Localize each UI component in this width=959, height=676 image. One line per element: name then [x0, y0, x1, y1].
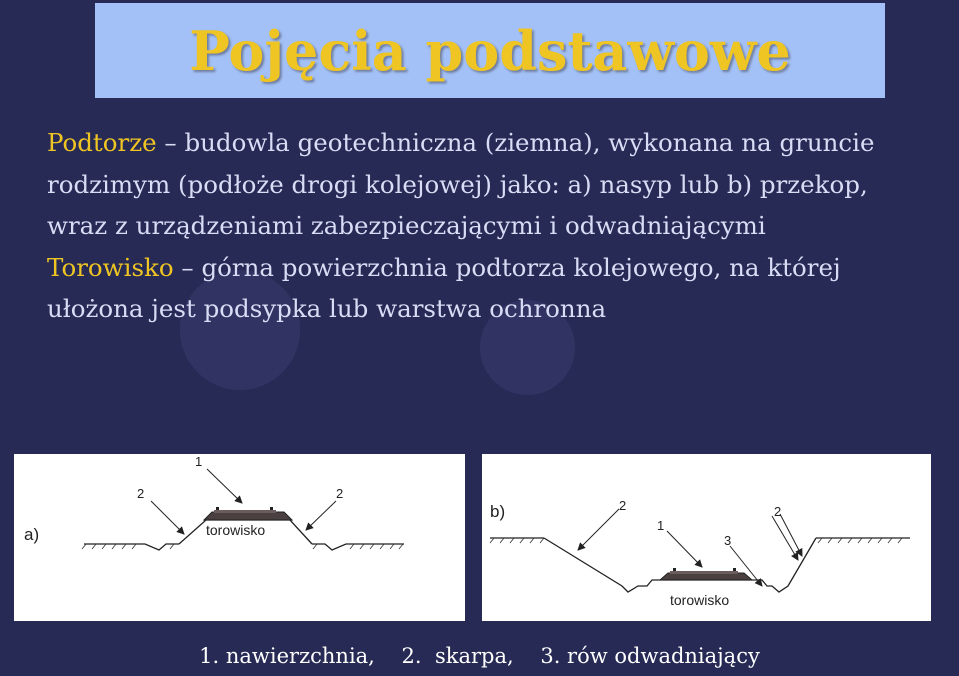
arrow-skarpa-2	[782, 512, 784, 514]
panel-label: a)	[24, 525, 40, 544]
ballast	[204, 512, 292, 520]
arrow-skarpa-b	[782, 520, 800, 558]
arrow-skarpa-right-line	[776, 515, 799, 556]
arrow-nawierzchnia	[667, 531, 702, 567]
arrow-skarpa-right-shown	[778, 516, 799, 555]
sleeper	[214, 510, 276, 513]
arrow-skarpa	[752, 504, 774, 516]
arrow-skarpa	[151, 501, 184, 534]
panel-label: b)	[490, 502, 506, 521]
arrow-nawierzchnia	[207, 469, 242, 503]
arrow-skarpa-right-end	[782, 517, 803, 555]
definition-text: – górna powierzchnia podtorza kolejowego, na której ułożona jest podsypka lub warstwa ochronna	[47, 252, 841, 323]
marker-1: 1	[195, 454, 203, 469]
arrow-skarpa-right-u	[782, 523, 797, 554]
arrow-skarpa-right-v	[782, 522, 798, 554]
definition-term: Torowisko	[47, 252, 174, 282]
marker-2: 2	[137, 486, 145, 501]
title-bar	[95, 3, 885, 98]
marker-2: 2	[619, 498, 627, 513]
definitions-block	[47, 122, 927, 330]
arrow-skarpa-right-main	[781, 518, 801, 558]
sleeper	[670, 571, 738, 574]
legend: 1. nawierzchnia, 2. skarpa, 3. rów odwadniający	[199, 644, 760, 668]
definition-text: – budowla geotechniczna (ziemna), wykonana na gruncie rodzimym (podłoże drogi kolejowej) jako: a) nasyp lub b) przekop, wraz z urządzeniami zabezpieczającymi i odwadniającymi	[47, 128, 875, 240]
cutting-outline	[544, 538, 816, 592]
ground-line	[84, 544, 179, 550]
arrow-skarpa	[306, 501, 336, 530]
marker-1: 1	[657, 518, 665, 533]
arrow-skarpa-right-visible	[774, 514, 800, 554]
arrow-skarpa-upper-right	[784, 516, 786, 517]
arrow-skarpa-right-real	[778, 515, 798, 558]
arrow-skarpa-slope	[753, 514, 790, 584]
page-title: Pojęcia podstawowe	[189, 18, 791, 83]
definition-term: Podtorze	[47, 128, 157, 157]
arrow-skarpa-rr	[780, 519, 800, 559]
arrow-skarpa-right-true	[782, 514, 802, 554]
torowisko-caption: torowisko	[206, 522, 266, 538]
diagram-cutting	[482, 454, 931, 621]
diagram-embankment	[14, 454, 465, 621]
marker-2: 2	[336, 486, 344, 501]
definition-torowisko	[47, 247, 927, 330]
definition-podtorze	[47, 122, 927, 247]
arrow-skarpa	[578, 509, 619, 550]
ballast	[660, 573, 752, 580]
marker-2: 2	[774, 504, 782, 519]
torowisko-caption: torowisko	[670, 592, 730, 608]
marker-3: 3	[724, 533, 732, 548]
arrow-skarpa-right-t	[782, 524, 796, 554]
